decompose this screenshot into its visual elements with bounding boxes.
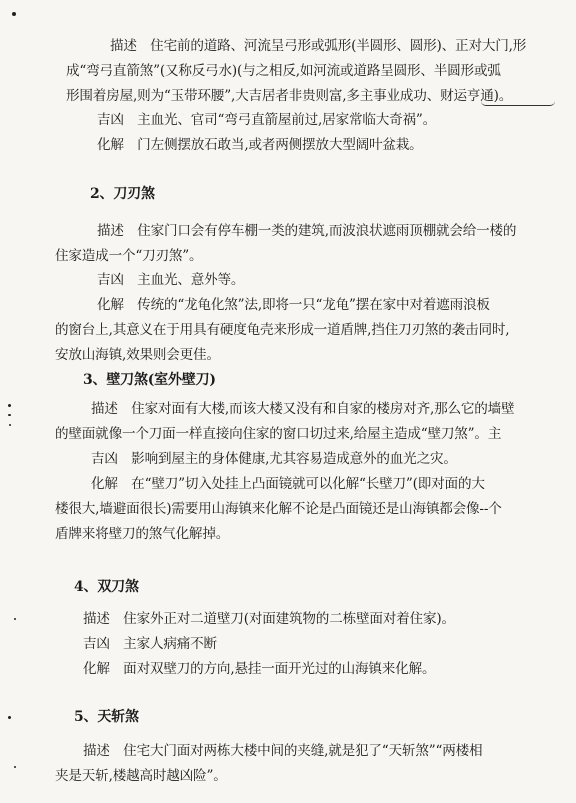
text-line: 描述 住宅前的道路、河流呈弓形或弧形(半圆形、圆形)、正对大门,形 (110, 38, 527, 54)
text-line: 描述 住家对面有大楼,而该大楼又没有和自家的楼房对齐,那么它的墙壁 (91, 401, 515, 417)
section-heading: 4、双刀煞 (74, 579, 139, 595)
text-line: 盾牌来将壁刀的煞气化解掉。 (55, 526, 230, 542)
text-line: 住家造成一个“刀刃煞”。 (55, 248, 203, 264)
text-line: 夹是天斩,楼越高时越凶险”。 (55, 768, 227, 784)
text-line: 安放山海镇,效果则会更佳。 (55, 347, 220, 363)
text-line: 描述 住宅大门面对两栋大楼中间的夹缝,就是犯了“天斩煞”“两楼相 (83, 743, 483, 759)
text-line: 形围着房屋,则为“玉带环腰”,大吉居者非贵则富,多主事业成功、财运亨通)。 (66, 88, 513, 104)
text-line: 楼很大,墙避面很长)需要用山海镇来化解不论是凸面镜还是山海镇都会像--个 (55, 501, 502, 517)
text-line: 吉凶 主家人病痛不断 (83, 636, 217, 652)
section-heading: 2、刀刃煞 (90, 186, 155, 202)
text-line: 成“弯弓直箭煞”(又称反弓水)(与之相反,如河流或道路呈圆形、半圆形或弧 (66, 63, 501, 79)
text-line: 化解 面对双壁刀的方向,悬挂一面开光过的山海镇来化解。 (83, 661, 436, 677)
scan-speck (14, 618, 16, 620)
scan-speck (9, 424, 11, 426)
scan-speck (8, 414, 11, 416)
scan-speck (14, 766, 16, 768)
scan-speck (12, 12, 16, 16)
text-line: 的窗台上,其意义在于用具有硬度龟壳来形成一道盾牌,挡住刀刃煞的袭击同时, (55, 322, 510, 338)
text-line: 吉凶 影响到屋主的身体健康,尤其容易造成意外的血光之灾。 (91, 451, 457, 467)
text-line: 描述 住家门口会有停车棚一类的建筑,而波浪状遮雨顶棚就会给一楼的 (97, 223, 517, 239)
scan-speck (8, 716, 11, 719)
text-line: 的壁面就像一个刀面一样直接向住家的窗口切过来,给屋主造成“壁刀煞”。主 (55, 426, 502, 442)
text-line: 化解 在“壁刀”切入处挂上凸面镜就可以化解“长壁刀”(即对面的大 (91, 476, 485, 492)
handwritten-underline (481, 101, 555, 106)
section-heading: 5、天斩煞 (74, 709, 139, 725)
text-line: 化解 门左侧摆放石敢当,或者两侧摆放大型阔叶盆栽。 (97, 137, 423, 153)
text-line: 吉凶 主血光、官司“弯弓直箭屋前过,居家常临大奇祸”。 (97, 112, 437, 128)
section-heading: 3、壁刀煞(室外壁刀) (83, 372, 216, 388)
text-line: 描述 住家外正对二道壁刀(对面建筑物的二栋壁面对着住家)。 (83, 611, 455, 627)
text-line: 化解 传统的“龙龟化煞”法,即将一只“龙龟”摆在家中对着遮雨浪板 (97, 297, 490, 313)
scan-speck (8, 404, 11, 407)
text-line: 吉凶 主血光、意外等。 (97, 272, 245, 288)
